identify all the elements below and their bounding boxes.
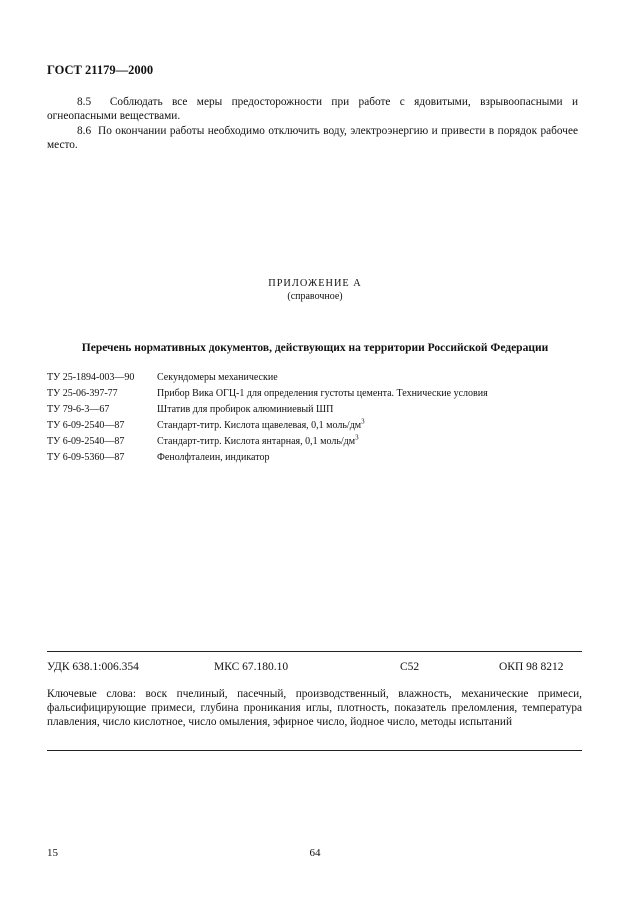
paragraph-text: Соблюдать все меры предосторожности при работе с ядовитыми, взрывоопасными и огнеопасными веществами. — [47, 96, 578, 122]
classification-row — [47, 661, 582, 677]
document-title-wrap — [157, 417, 365, 431]
document-title: Стандарт-титр. Кислота щавелевая, 0,1 моль/дм — [157, 420, 362, 431]
paragraph-8-5 — [47, 95, 578, 123]
document-title: Штатив для пробирок алюминиевый ШП — [157, 404, 334, 415]
udk-code: УДК 638.1:006.354 — [47, 661, 139, 673]
document-title-wrap — [157, 433, 359, 447]
document-code: ТУ 6-09-2540—87 — [47, 420, 125, 431]
document-title: Фенолфталеин, индикатор — [157, 452, 270, 463]
superscript: 3 — [355, 433, 359, 442]
document-row — [47, 417, 607, 436]
paragraph-number: 8.6 — [77, 125, 92, 137]
footer-left-number: 15 — [47, 847, 58, 859]
document-code: ТУ 25-06-397-77 — [47, 388, 118, 399]
appendix-title: ПРИЛОЖЕНИЕ А — [268, 278, 362, 289]
okp-code: ОКП 98 8212 — [499, 661, 564, 673]
divider-top — [47, 651, 582, 652]
document-code: ТУ 6-09-2540—87 — [47, 436, 125, 447]
document-row — [47, 433, 607, 452]
document-code: ТУ 79-6-3—67 — [47, 404, 110, 415]
document-code: ТУ 6-09-5360—87 — [47, 452, 125, 463]
document-row — [47, 372, 607, 388]
divider-bottom — [47, 750, 582, 751]
document-row — [47, 404, 607, 420]
documents-list-title: Перечень нормативных документов, действующих на территории Российской Федерации — [81, 342, 549, 354]
group-code: С52 — [400, 661, 420, 673]
keywords: Ключевые слова: воск пчелиный, пасечный, производственный, влажность, механические примеси, фальсифицирующие примеси, глубина проникания иглы, плотность, показатель преломления, температура плавления, число кислотное, число омыления, эфирное число, йодное число, методы испытаний — [47, 688, 582, 728]
document-row — [47, 388, 607, 404]
document-title: Стандарт-титр. Кислота янтарная, 0,1 моль/дм — [157, 436, 356, 447]
document-row — [47, 452, 607, 468]
superscript: 3 — [361, 417, 365, 426]
document-title: Прибор Вика ОГЦ-1 для определения густоты цемента. Технические условия — [157, 388, 488, 399]
appendix-subtitle: (справочное) — [287, 291, 343, 302]
paragraph-text: По окончании работы необходимо отключить воду, электроэнергию и привести в порядок рабочее место. — [47, 125, 578, 151]
page-number: 64 — [309, 847, 321, 859]
mks-code: МКС 67.180.10 — [214, 661, 289, 673]
document-code: ТУ 25-1894-003—90 — [47, 372, 135, 383]
paragraph-8-6 — [47, 124, 578, 152]
paragraph-number: 8.5 — [77, 96, 92, 108]
document-title: Секундомеры механические — [157, 372, 278, 383]
standard-header: ГОСТ 21179—2000 — [47, 63, 154, 77]
